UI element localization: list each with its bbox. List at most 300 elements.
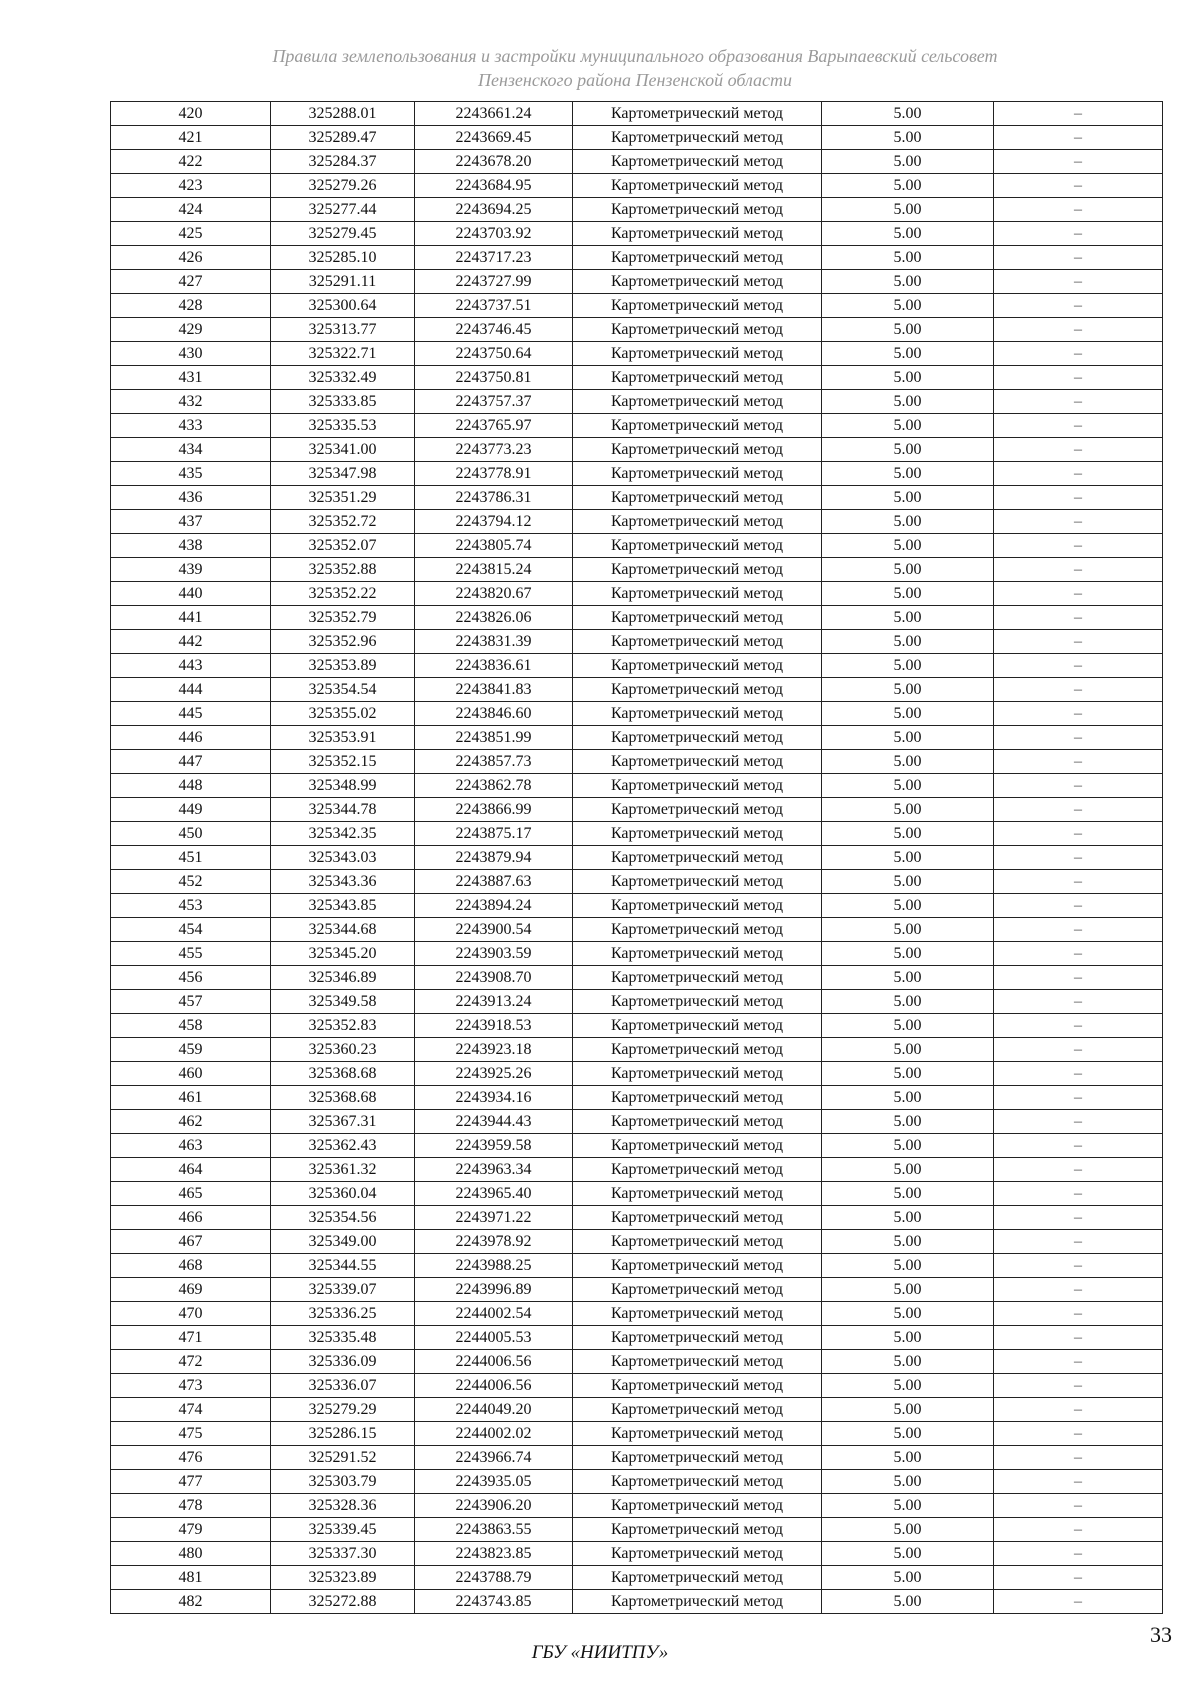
description-cell: – <box>994 366 1163 390</box>
coordinates-table <box>110 101 1163 1614</box>
accuracy-cell: 5.00 <box>822 1470 994 1494</box>
x-coordinate-cell: 325336.09 <box>271 1350 415 1374</box>
point-number-cell: 468 <box>111 1254 271 1278</box>
method-cell: Картометрический метод <box>573 198 822 222</box>
x-coordinate-cell: 325323.89 <box>271 1566 415 1590</box>
y-coordinate-cell: 2243717.23 <box>415 246 573 270</box>
accuracy-cell: 5.00 <box>822 894 994 918</box>
x-coordinate-cell: 325279.45 <box>271 222 415 246</box>
table-row <box>111 534 1163 558</box>
point-number-cell: 455 <box>111 942 271 966</box>
point-number-cell: 462 <box>111 1110 271 1134</box>
table-row <box>111 1158 1163 1182</box>
x-coordinate-cell: 325288.01 <box>271 102 415 126</box>
y-coordinate-cell: 2243846.60 <box>415 702 573 726</box>
accuracy-cell: 5.00 <box>822 126 994 150</box>
point-number-cell: 423 <box>111 174 271 198</box>
point-number-cell: 460 <box>111 1062 271 1086</box>
y-coordinate-cell: 2243778.91 <box>415 462 573 486</box>
method-cell: Картометрический метод <box>573 894 822 918</box>
description-cell: – <box>994 102 1163 126</box>
y-coordinate-cell: 2243727.99 <box>415 270 573 294</box>
accuracy-cell: 5.00 <box>822 246 994 270</box>
method-cell: Картометрический метод <box>573 942 822 966</box>
table-row <box>111 942 1163 966</box>
x-coordinate-cell: 325339.07 <box>271 1278 415 1302</box>
x-coordinate-cell: 325277.44 <box>271 198 415 222</box>
y-coordinate-cell: 2243923.18 <box>415 1038 573 1062</box>
table-row <box>111 1182 1163 1206</box>
method-cell: Картометрический метод <box>573 774 822 798</box>
method-cell: Картометрический метод <box>573 126 822 150</box>
y-coordinate-cell: 2243862.78 <box>415 774 573 798</box>
method-cell: Картометрический метод <box>573 702 822 726</box>
y-coordinate-cell: 2243875.17 <box>415 822 573 846</box>
method-cell: Картометрический метод <box>573 582 822 606</box>
description-cell: – <box>994 486 1163 510</box>
table-row <box>111 774 1163 798</box>
point-number-cell: 482 <box>111 1590 271 1614</box>
table-row <box>111 894 1163 918</box>
description-cell: – <box>994 1590 1163 1614</box>
table-row <box>111 486 1163 510</box>
method-cell: Картометрический метод <box>573 1374 822 1398</box>
y-coordinate-cell: 2243765.97 <box>415 414 573 438</box>
accuracy-cell: 5.00 <box>822 150 994 174</box>
accuracy-cell: 5.00 <box>822 654 994 678</box>
description-cell: – <box>994 1230 1163 1254</box>
x-coordinate-cell: 325352.22 <box>271 582 415 606</box>
x-coordinate-cell: 325336.25 <box>271 1302 415 1326</box>
y-coordinate-cell: 2243857.73 <box>415 750 573 774</box>
x-coordinate-cell: 325352.83 <box>271 1014 415 1038</box>
method-cell: Картометрический метод <box>573 1566 822 1590</box>
method-cell: Картометрический метод <box>573 1014 822 1038</box>
x-coordinate-cell: 325286.15 <box>271 1422 415 1446</box>
description-cell: – <box>994 342 1163 366</box>
accuracy-cell: 5.00 <box>822 1014 994 1038</box>
accuracy-cell: 5.00 <box>822 558 994 582</box>
description-cell: – <box>994 990 1163 1014</box>
y-coordinate-cell: 2243757.37 <box>415 390 573 414</box>
x-coordinate-cell: 325360.23 <box>271 1038 415 1062</box>
method-cell: Картометрический метод <box>573 918 822 942</box>
description-cell: – <box>994 1350 1163 1374</box>
method-cell: Картометрический метод <box>573 270 822 294</box>
document-header <box>110 44 1160 92</box>
method-cell: Картометрический метод <box>573 510 822 534</box>
description-cell: – <box>994 654 1163 678</box>
point-number-cell: 426 <box>111 246 271 270</box>
point-number-cell: 469 <box>111 1278 271 1302</box>
accuracy-cell: 5.00 <box>822 822 994 846</box>
table-row <box>111 270 1163 294</box>
y-coordinate-cell: 2244006.56 <box>415 1350 573 1374</box>
point-number-cell: 451 <box>111 846 271 870</box>
method-cell: Картометрический метод <box>573 1326 822 1350</box>
table-row <box>111 1446 1163 1470</box>
y-coordinate-cell: 2243934.16 <box>415 1086 573 1110</box>
method-cell: Картометрический метод <box>573 558 822 582</box>
method-cell: Картометрический метод <box>573 150 822 174</box>
x-coordinate-cell: 325342.35 <box>271 822 415 846</box>
table-row <box>111 702 1163 726</box>
method-cell: Картометрический метод <box>573 870 822 894</box>
table-row <box>111 1302 1163 1326</box>
method-cell: Картометрический метод <box>573 486 822 510</box>
point-number-cell: 480 <box>111 1542 271 1566</box>
y-coordinate-cell: 2243965.40 <box>415 1182 573 1206</box>
accuracy-cell: 5.00 <box>822 942 994 966</box>
description-cell: – <box>994 414 1163 438</box>
point-number-cell: 453 <box>111 894 271 918</box>
accuracy-cell: 5.00 <box>822 726 994 750</box>
method-cell: Картометрический метод <box>573 222 822 246</box>
accuracy-cell: 5.00 <box>822 174 994 198</box>
y-coordinate-cell: 2243900.54 <box>415 918 573 942</box>
y-coordinate-cell: 2243894.24 <box>415 894 573 918</box>
table-row <box>111 1374 1163 1398</box>
point-number-cell: 456 <box>111 966 271 990</box>
point-number-cell: 452 <box>111 870 271 894</box>
method-cell: Картометрический метод <box>573 1230 822 1254</box>
description-cell: – <box>994 318 1163 342</box>
accuracy-cell: 5.00 <box>822 534 994 558</box>
point-number-cell: 474 <box>111 1398 271 1422</box>
x-coordinate-cell: 325333.85 <box>271 390 415 414</box>
method-cell: Картометрический метод <box>573 1158 822 1182</box>
point-number-cell: 441 <box>111 606 271 630</box>
table-row <box>111 678 1163 702</box>
table-row <box>111 1326 1163 1350</box>
table-row <box>111 726 1163 750</box>
table-row <box>111 366 1163 390</box>
description-cell: – <box>994 846 1163 870</box>
description-cell: – <box>994 1086 1163 1110</box>
point-number-cell: 446 <box>111 726 271 750</box>
point-number-cell: 465 <box>111 1182 271 1206</box>
x-coordinate-cell: 325352.88 <box>271 558 415 582</box>
accuracy-cell: 5.00 <box>822 678 994 702</box>
table-row <box>111 510 1163 534</box>
y-coordinate-cell: 2243925.26 <box>415 1062 573 1086</box>
point-number-cell: 467 <box>111 1230 271 1254</box>
accuracy-cell: 5.00 <box>822 798 994 822</box>
table-row <box>111 606 1163 630</box>
x-coordinate-cell: 325279.29 <box>271 1398 415 1422</box>
y-coordinate-cell: 2243826.06 <box>415 606 573 630</box>
y-coordinate-cell: 2243743.85 <box>415 1590 573 1614</box>
method-cell: Картометрический метод <box>573 366 822 390</box>
point-number-cell: 479 <box>111 1518 271 1542</box>
method-cell: Картометрический метод <box>573 966 822 990</box>
method-cell: Картометрический метод <box>573 1206 822 1230</box>
description-cell: – <box>994 582 1163 606</box>
point-number-cell: 445 <box>111 702 271 726</box>
x-coordinate-cell: 325352.79 <box>271 606 415 630</box>
description-cell: – <box>994 822 1163 846</box>
method-cell: Картометрический метод <box>573 438 822 462</box>
y-coordinate-cell: 2243841.83 <box>415 678 573 702</box>
accuracy-cell: 5.00 <box>822 1038 994 1062</box>
method-cell: Картометрический метод <box>573 1278 822 1302</box>
accuracy-cell: 5.00 <box>822 750 994 774</box>
accuracy-cell: 5.00 <box>822 198 994 222</box>
method-cell: Картометрический метод <box>573 1422 822 1446</box>
x-coordinate-cell: 325291.52 <box>271 1446 415 1470</box>
description-cell: – <box>994 774 1163 798</box>
y-coordinate-cell: 2244049.20 <box>415 1398 573 1422</box>
x-coordinate-cell: 325368.68 <box>271 1086 415 1110</box>
table-row <box>111 1398 1163 1422</box>
point-number-cell: 476 <box>111 1446 271 1470</box>
point-number-cell: 440 <box>111 582 271 606</box>
x-coordinate-cell: 325352.07 <box>271 534 415 558</box>
table-row <box>111 630 1163 654</box>
description-cell: – <box>994 1470 1163 1494</box>
accuracy-cell: 5.00 <box>822 1278 994 1302</box>
x-coordinate-cell: 325349.58 <box>271 990 415 1014</box>
y-coordinate-cell: 2243831.39 <box>415 630 573 654</box>
y-coordinate-cell: 2243773.23 <box>415 438 573 462</box>
x-coordinate-cell: 325344.55 <box>271 1254 415 1278</box>
x-coordinate-cell: 325355.02 <box>271 702 415 726</box>
method-cell: Картометрический метод <box>573 1254 822 1278</box>
x-coordinate-cell: 325343.85 <box>271 894 415 918</box>
description-cell: – <box>994 1134 1163 1158</box>
table-row <box>111 1134 1163 1158</box>
table-row <box>111 342 1163 366</box>
point-number-cell: 439 <box>111 558 271 582</box>
y-coordinate-cell: 2243913.24 <box>415 990 573 1014</box>
y-coordinate-cell: 2243750.81 <box>415 366 573 390</box>
method-cell: Картометрический метод <box>573 1518 822 1542</box>
method-cell: Картометрический метод <box>573 1038 822 1062</box>
description-cell: – <box>994 1110 1163 1134</box>
accuracy-cell: 5.00 <box>822 1206 994 1230</box>
method-cell: Картометрический метод <box>573 1134 822 1158</box>
description-cell: – <box>994 462 1163 486</box>
description-cell: – <box>994 1158 1163 1182</box>
y-coordinate-cell: 2243788.79 <box>415 1566 573 1590</box>
table-row <box>111 990 1163 1014</box>
y-coordinate-cell: 2243966.74 <box>415 1446 573 1470</box>
accuracy-cell: 5.00 <box>822 1446 994 1470</box>
description-cell: – <box>994 558 1163 582</box>
document-footer: ГБУ «НИИТПУ» <box>531 1642 669 1663</box>
x-coordinate-cell: 325285.10 <box>271 246 415 270</box>
method-cell: Картометрический метод <box>573 1446 822 1470</box>
table-row <box>111 390 1163 414</box>
y-coordinate-cell: 2244002.02 <box>415 1422 573 1446</box>
method-cell: Картометрический метод <box>573 846 822 870</box>
table-row <box>111 1206 1163 1230</box>
point-number-cell: 421 <box>111 126 271 150</box>
x-coordinate-cell: 325354.54 <box>271 678 415 702</box>
table-row <box>111 150 1163 174</box>
point-number-cell: 428 <box>111 294 271 318</box>
table-row <box>111 198 1163 222</box>
point-number-cell: 448 <box>111 774 271 798</box>
point-number-cell: 436 <box>111 486 271 510</box>
y-coordinate-cell: 2243815.24 <box>415 558 573 582</box>
y-coordinate-cell: 2243794.12 <box>415 510 573 534</box>
table-row <box>111 438 1163 462</box>
table-row <box>111 1494 1163 1518</box>
accuracy-cell: 5.00 <box>822 1590 994 1614</box>
header-line-2: Пензенского района Пензенской области <box>477 70 793 90</box>
description-cell: – <box>994 894 1163 918</box>
table-row <box>111 870 1163 894</box>
x-coordinate-cell: 325279.26 <box>271 174 415 198</box>
accuracy-cell: 5.00 <box>822 462 994 486</box>
point-number-cell: 464 <box>111 1158 271 1182</box>
accuracy-cell: 5.00 <box>822 1302 994 1326</box>
description-cell: – <box>994 630 1163 654</box>
x-coordinate-cell: 325339.45 <box>271 1518 415 1542</box>
accuracy-cell: 5.00 <box>822 222 994 246</box>
y-coordinate-cell: 2243820.67 <box>415 582 573 606</box>
y-coordinate-cell: 2243851.99 <box>415 726 573 750</box>
point-number-cell: 473 <box>111 1374 271 1398</box>
accuracy-cell: 5.00 <box>822 966 994 990</box>
method-cell: Картометрический метод <box>573 606 822 630</box>
table-row <box>111 246 1163 270</box>
description-cell: – <box>994 126 1163 150</box>
x-coordinate-cell: 325332.49 <box>271 366 415 390</box>
accuracy-cell: 5.00 <box>822 918 994 942</box>
description-cell: – <box>994 1398 1163 1422</box>
x-coordinate-cell: 325343.36 <box>271 870 415 894</box>
y-coordinate-cell: 2244005.53 <box>415 1326 573 1350</box>
accuracy-cell: 5.00 <box>822 1086 994 1110</box>
y-coordinate-cell: 2243750.64 <box>415 342 573 366</box>
accuracy-cell: 5.00 <box>822 582 994 606</box>
y-coordinate-cell: 2243863.55 <box>415 1518 573 1542</box>
accuracy-cell: 5.00 <box>822 1254 994 1278</box>
method-cell: Картометрический метод <box>573 246 822 270</box>
accuracy-cell: 5.00 <box>822 510 994 534</box>
x-coordinate-cell: 325300.64 <box>271 294 415 318</box>
description-cell: – <box>994 174 1163 198</box>
table-row <box>111 462 1163 486</box>
accuracy-cell: 5.00 <box>822 990 994 1014</box>
point-number-cell: 431 <box>111 366 271 390</box>
point-number-cell: 447 <box>111 750 271 774</box>
table-row <box>111 822 1163 846</box>
description-cell: – <box>994 1206 1163 1230</box>
table-row <box>111 1422 1163 1446</box>
accuracy-cell: 5.00 <box>822 1182 994 1206</box>
accuracy-cell: 5.00 <box>822 702 994 726</box>
accuracy-cell: 5.00 <box>822 1422 994 1446</box>
table-row <box>111 1350 1163 1374</box>
accuracy-cell: 5.00 <box>822 1158 994 1182</box>
accuracy-cell: 5.00 <box>822 1494 994 1518</box>
y-coordinate-cell: 2243684.95 <box>415 174 573 198</box>
point-number-cell: 461 <box>111 1086 271 1110</box>
y-coordinate-cell: 2243918.53 <box>415 1014 573 1038</box>
table-row <box>111 1254 1163 1278</box>
y-coordinate-cell: 2243805.74 <box>415 534 573 558</box>
method-cell: Картометрический метод <box>573 1062 822 1086</box>
point-number-cell: 434 <box>111 438 271 462</box>
table-row <box>111 102 1163 126</box>
description-cell: – <box>994 222 1163 246</box>
x-coordinate-cell: 325362.43 <box>271 1134 415 1158</box>
x-coordinate-cell: 325337.30 <box>271 1542 415 1566</box>
method-cell: Картометрический метод <box>573 990 822 1014</box>
point-number-cell: 481 <box>111 1566 271 1590</box>
accuracy-cell: 5.00 <box>822 1374 994 1398</box>
x-coordinate-cell: 325328.36 <box>271 1494 415 1518</box>
accuracy-cell: 5.00 <box>822 102 994 126</box>
y-coordinate-cell: 2243935.05 <box>415 1470 573 1494</box>
method-cell: Картометрический метод <box>573 294 822 318</box>
y-coordinate-cell: 2243959.58 <box>415 1134 573 1158</box>
x-coordinate-cell: 325347.98 <box>271 462 415 486</box>
y-coordinate-cell: 2243963.34 <box>415 1158 573 1182</box>
description-cell: – <box>994 1566 1163 1590</box>
description-cell: – <box>994 798 1163 822</box>
y-coordinate-cell: 2243737.51 <box>415 294 573 318</box>
method-cell: Картометрический метод <box>573 798 822 822</box>
accuracy-cell: 5.00 <box>822 1566 994 1590</box>
method-cell: Картометрический метод <box>573 534 822 558</box>
point-number-cell: 442 <box>111 630 271 654</box>
point-number-cell: 420 <box>111 102 271 126</box>
method-cell: Картометрический метод <box>573 1182 822 1206</box>
point-number-cell: 430 <box>111 342 271 366</box>
point-number-cell: 443 <box>111 654 271 678</box>
description-cell: – <box>994 1038 1163 1062</box>
description-cell: – <box>994 942 1163 966</box>
description-cell: – <box>994 1254 1163 1278</box>
y-coordinate-cell: 2244002.54 <box>415 1302 573 1326</box>
x-coordinate-cell: 325368.68 <box>271 1062 415 1086</box>
point-number-cell: 450 <box>111 822 271 846</box>
y-coordinate-cell: 2243866.99 <box>415 798 573 822</box>
point-number-cell: 444 <box>111 678 271 702</box>
point-number-cell: 437 <box>111 510 271 534</box>
accuracy-cell: 5.00 <box>822 1326 994 1350</box>
method-cell: Картометрический метод <box>573 1110 822 1134</box>
table-row <box>111 1470 1163 1494</box>
accuracy-cell: 5.00 <box>822 606 994 630</box>
description-cell: – <box>994 1446 1163 1470</box>
y-coordinate-cell: 2243786.31 <box>415 486 573 510</box>
description-cell: – <box>994 534 1163 558</box>
description-cell: – <box>994 918 1163 942</box>
x-coordinate-cell: 325351.29 <box>271 486 415 510</box>
x-coordinate-cell: 325289.47 <box>271 126 415 150</box>
x-coordinate-cell: 325352.15 <box>271 750 415 774</box>
point-number-cell: 463 <box>111 1134 271 1158</box>
point-number-cell: 459 <box>111 1038 271 1062</box>
y-coordinate-cell: 2243678.20 <box>415 150 573 174</box>
x-coordinate-cell: 325322.71 <box>271 342 415 366</box>
table-row <box>111 582 1163 606</box>
point-number-cell: 424 <box>111 198 271 222</box>
table-row <box>111 1014 1163 1038</box>
point-number-cell: 472 <box>111 1350 271 1374</box>
y-coordinate-cell: 2243694.25 <box>415 198 573 222</box>
x-coordinate-cell: 325341.00 <box>271 438 415 462</box>
x-coordinate-cell: 325353.89 <box>271 654 415 678</box>
description-cell: – <box>994 702 1163 726</box>
description-cell: – <box>994 966 1163 990</box>
method-cell: Картометрический метод <box>573 1302 822 1326</box>
